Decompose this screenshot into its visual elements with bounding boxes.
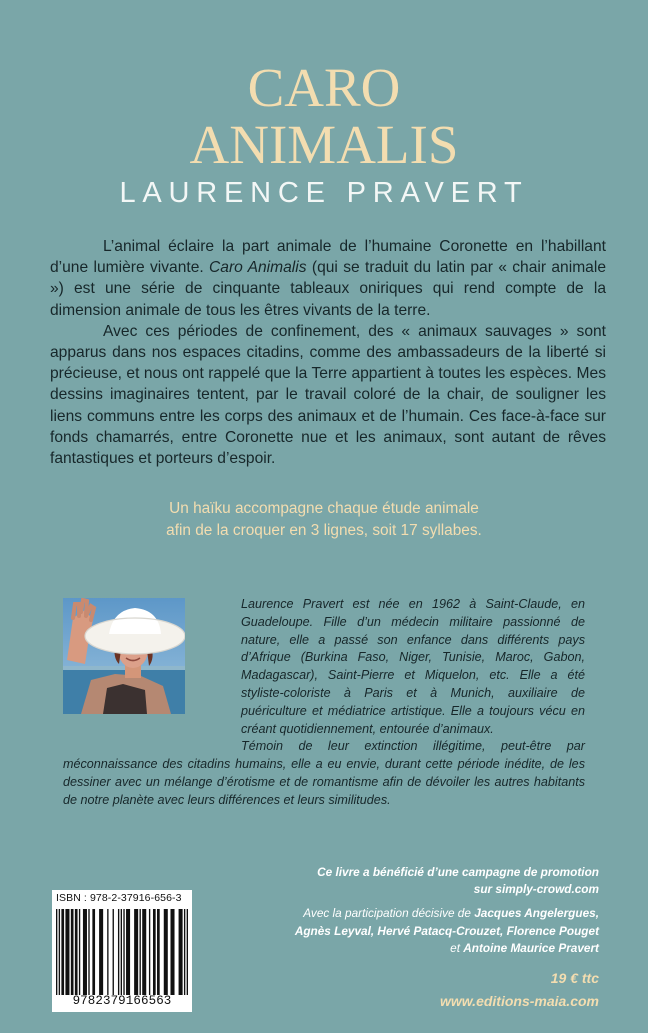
- barcode-bar: [149, 909, 150, 995]
- barcode-bar: [140, 909, 141, 995]
- promotion-line-1: Ce livre a bénéficié d’une campagne de promotion: [317, 865, 599, 879]
- haiku-note: [0, 498, 648, 542]
- ean-digits: 9782379166563: [72, 994, 172, 1008]
- book-title-line-1: CARO: [247, 57, 401, 118]
- barcode-bar: [99, 909, 103, 995]
- barcode-bar: [157, 909, 160, 995]
- price: 19 € ttc: [550, 970, 599, 986]
- barcode-bar: [170, 909, 174, 995]
- barcode-bar: [121, 909, 122, 995]
- promotion-note: [219, 864, 599, 898]
- contributors-note: [179, 905, 599, 958]
- barcode-bar: [118, 909, 119, 995]
- barcode-bar: [83, 909, 87, 995]
- barcode-bar: [184, 909, 185, 995]
- barcode-bar: [164, 909, 168, 995]
- barcode-bar: [126, 909, 130, 995]
- barcode-bar: [65, 909, 69, 995]
- publisher-website: www.editions-maia.com: [440, 993, 599, 1009]
- barcode-bar: [142, 909, 146, 995]
- barcode-bar: [113, 909, 114, 995]
- promotion-line-2: sur simply-crowd.com: [473, 882, 599, 896]
- haiku-note-line-1: Un haïku accompagne chaque étude animale: [169, 500, 479, 517]
- blurb-paragraph-2: Avec ces périodes de confinement, des « animaux sauvages » sont apparus dans nos espaces citadins, comme des ambassadeurs de la liberté si précieuse, et nous ont rappelé que la Terre appartient à toutes les espèces. Mes dessins imaginaires tentent, par le travail coloré de la chair, de souligner les liens communs entre les corps des animaux et de l’humain. Ces face-à-face sur fonds chamarrés, entre Coronette nue et les animaux, sont autant de rêves fantastiques et porteurs d’espoir.: [50, 322, 606, 468]
- isbn-label: ISBN : 978-2-37916-656-3: [56, 892, 182, 904]
- isbn-barcode-block: [52, 890, 192, 1012]
- barcode-bar: [75, 909, 78, 995]
- contributors-line-1: Avec la participation décisive de Jacques Angelergues,: [303, 906, 599, 920]
- barcode-bar: [179, 909, 183, 995]
- author-biography: [63, 596, 585, 810]
- barcode-bar: [88, 909, 89, 995]
- blurb-title-italic: Caro Animalis: [209, 259, 307, 277]
- barcode-bar: [79, 909, 80, 995]
- author-name: LAURENCE PRAVERT: [119, 177, 529, 209]
- barcode-bar: [153, 909, 156, 995]
- barcode-bar: [187, 909, 188, 995]
- biography-paragraph-1: Laurence Pravert est née en 1962 à Saint-Claude, en Guadeloupe. Fille d’un médecin militaire passionné de nature, elle a passé son enfance dans différents pays d’Afrique (Burkina Faso, Niger, Tunisie, Maroc, Gabon, Madagascar), Saint-Pierre et Miquelon, etc. Elle a été styliste-coloriste à Paris et à Munich, auxiliaire de puériculture et médiatrice artistique. Elle a toujours vécu en créant quotidiennement, entourée d’animaux.: [241, 597, 585, 736]
- barcode-bar: [56, 909, 57, 995]
- barcode: [56, 909, 188, 995]
- blurb-paragraph-1: L’animal éclaire la part animale de l’humaine Coronette en l’habillant d’une lumière vivante. Caro Animalis (qui se traduit du latin par « chair animale ») est une série de cinquante tableaux oniriques qui rend compte de la dimension animale de tous les êtres vivants de la terre.: [50, 238, 606, 319]
- barcode-bar: [59, 909, 60, 995]
- barcode-bar: [61, 909, 64, 995]
- book-title-line-2: ANIMALIS: [189, 114, 459, 175]
- biography-paragraph-2: Témoin de leur extinction illégitime, peut-être par méconnaissance des citadins humains, elle a eu envie, durant cette période inédite, de les dessiner avec un mélange d’érotisme et de romantisme afin de dévoiler les autres habitants de notre planète avec leurs différences et leurs similitudes.: [63, 739, 585, 807]
- barcode-bar: [123, 909, 124, 995]
- barcode-bar: [71, 909, 74, 995]
- blurb: [50, 236, 606, 469]
- contributors-line-2: Agnès Leyval, Hervé Patacq-Crouzet, Florence Pouget: [294, 923, 599, 938]
- contributors-line-3: et Antoine Maurice Pravert: [450, 941, 599, 955]
- haiku-note-line-2: afin de la croquer en 3 lignes, soit 17 syllabes.: [166, 522, 482, 539]
- barcode-bar: [134, 909, 138, 995]
- barcode-bar: [107, 909, 108, 995]
- barcode-bar: [92, 909, 95, 995]
